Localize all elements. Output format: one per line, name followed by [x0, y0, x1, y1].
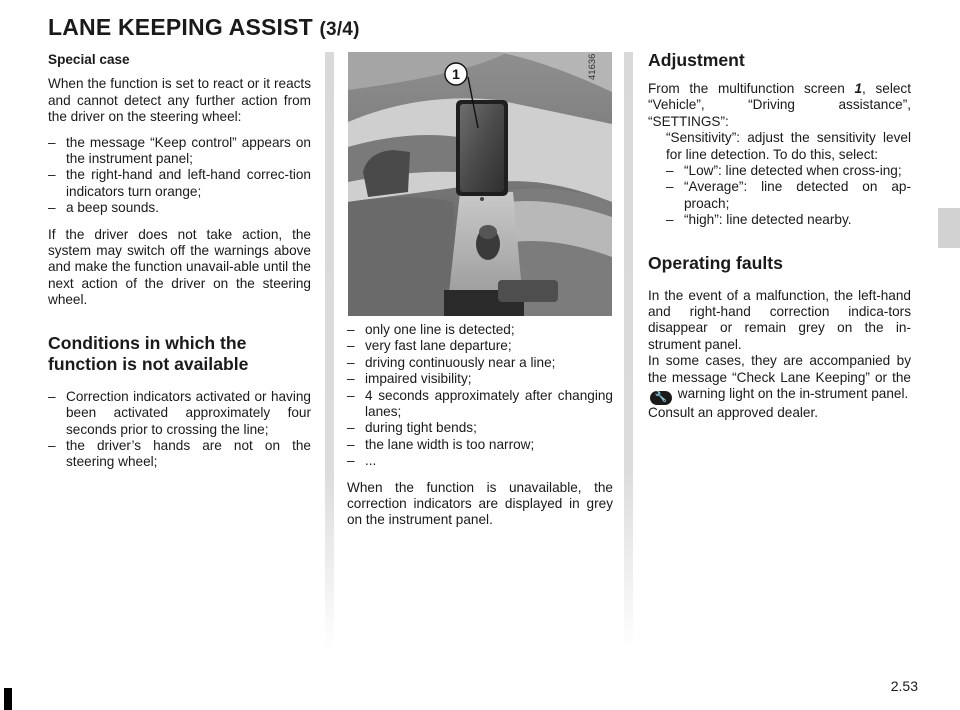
conditions-heading: Conditions in which the function is not available	[48, 332, 249, 374]
list-item: – impaired visibility;	[347, 371, 613, 387]
special-case-heading: Special case	[48, 52, 130, 67]
column-left	[48, 52, 311, 481]
column-divider-left	[325, 52, 334, 652]
list-item: – a beep sounds.	[48, 200, 311, 216]
adjustment-intro-text: From the multifunction screen	[648, 81, 855, 96]
column-middle	[347, 322, 613, 538]
list-item: – the driver’s hands are not on the steering wheel;	[48, 438, 311, 471]
screen-reference: 1	[854, 81, 863, 96]
page-title	[48, 14, 360, 41]
faults-warning-rest: warning light on the in-strument panel.	[674, 386, 909, 402]
section-tab	[938, 208, 960, 248]
special-case-list	[48, 135, 311, 217]
list-item: – very fast lane departure;	[347, 338, 613, 354]
figure-code: 41636	[587, 53, 598, 80]
adjustment-intro	[648, 81, 911, 130]
page-edge-mark	[4, 688, 12, 710]
sensitivity-text: “Sensitivity”: adjust the sensitivity level for line detection. To do this, select:	[666, 130, 911, 162]
sensitivity-block	[648, 130, 911, 228]
list-item: – “Low”: line detected when cross-ing;	[666, 163, 911, 179]
list-item: – ...	[347, 453, 613, 469]
consult-dealer-text: Consult an approved dealer.	[648, 405, 819, 421]
dashboard-drawing	[348, 52, 612, 316]
title-part: (3/4)	[319, 19, 360, 40]
list-item: – “Average”: line detected on ap-proach;	[666, 179, 911, 212]
special-case-intro: When the function is set to react or it reacts and cannot detect any further action from the driver on the steering wheel:	[48, 76, 311, 125]
adjustment-heading: Adjustment	[648, 50, 745, 70]
wrench-warning-icon: 🔧	[650, 391, 672, 405]
list-item: – only one line is detected;	[347, 322, 613, 338]
figure-callout: 1	[452, 66, 460, 82]
sensitivity-options	[666, 163, 911, 229]
unavailable-conditions-list	[347, 322, 613, 470]
column-divider-right	[624, 52, 633, 652]
unavailable-note: When the function is unavailable, the correction indicators are displayed in grey on the instrument panel.	[347, 479, 613, 528]
list-item: – the lane width is too narrow;	[347, 437, 613, 453]
list-item: – 4 seconds approximately after changing lanes;	[347, 388, 613, 421]
list-item: – Correction indicators activated or having been activated approximately four seconds prior to crossing the line;	[48, 389, 311, 438]
faults-warning-paragraph	[648, 353, 911, 405]
adjustment-intro-rest: , select “Vehicle”, “Driving assistance”, “SETTINGS”:	[648, 81, 911, 129]
list-item: – the message “Keep control” appears on the instrument panel;	[48, 135, 311, 168]
list-item: – driving continuously near a line;	[347, 355, 613, 371]
title-text: LANE KEEPING ASSIST	[48, 14, 313, 40]
page-number: 2.53	[890, 678, 918, 694]
list-item: – during tight bends;	[347, 420, 613, 436]
special-case-outro: If the driver does not take action, the system may switch off the warnings above and make the function unavail-able until the next action of the driver on the steering wheel.	[48, 226, 311, 308]
list-item: – the right-hand and left-hand correc-tion indicators turn orange;	[48, 167, 311, 200]
list-item: – “high”: line detected nearby.	[666, 212, 911, 228]
faults-heading: Operating faults	[648, 252, 783, 273]
faults-paragraph: In the event of a malfunction, the left-hand and right-hand correction indica-tors disappear or remain grey on the in-strument panel.	[648, 287, 911, 352]
faults-warning-text: In some cases, they are accompanied by the message “Check Lane Keeping” or the	[648, 353, 911, 385]
column-right	[648, 50, 911, 431]
conditions-list	[48, 389, 311, 471]
dashboard-illustration	[348, 52, 612, 316]
